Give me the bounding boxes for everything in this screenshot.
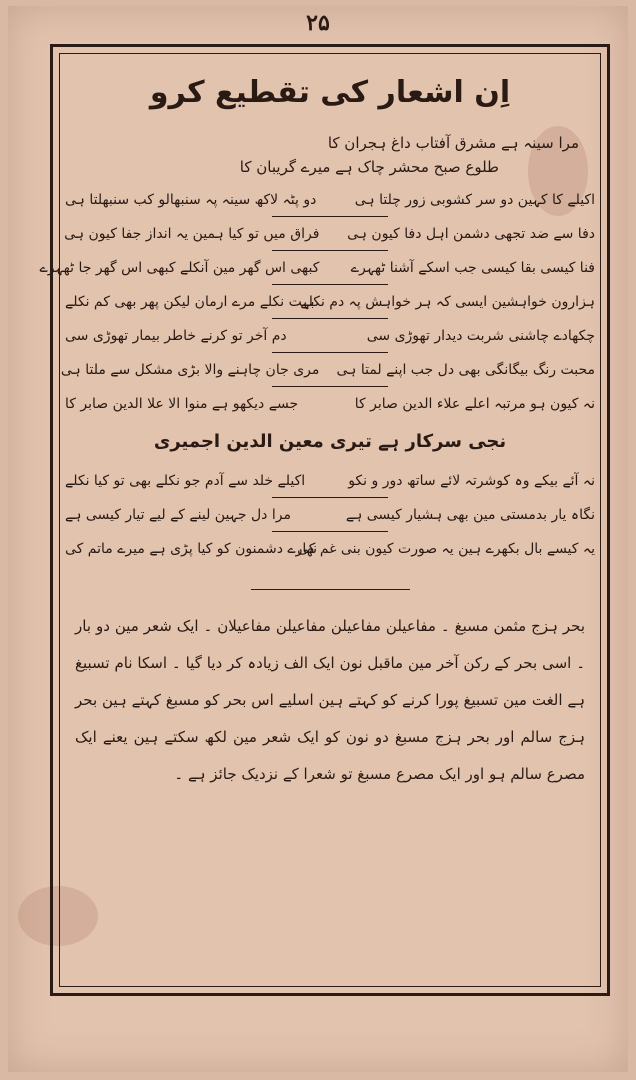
misra-second: بہت نکلے مرے ارمان لیکن پھر بھی کم نکلے: [65, 293, 315, 310]
intro-line-2: طلوع صبح محشر چاک ہے میرے گریبان کا: [239, 158, 499, 176]
page-title: اِن اشعار کی تقطیع کرو: [149, 75, 511, 110]
section-subtitle: نجی سرکار ہے تیری معین الدین اجمیری: [153, 431, 507, 452]
misra-second: جسے دیکھو ہے منوا الا علا الدین صابر کا: [65, 395, 299, 412]
misra-second: دم آخر تو کرنے خاطر بیمار تھوڑی سی: [65, 327, 287, 344]
intro-verse: [65, 131, 595, 179]
misra-second: مری جان چاہنے والا بڑی مشکل سے ملتا ہی: [60, 361, 320, 378]
section-divider: [251, 589, 410, 590]
misra-first: نہ آئے بیکے وہ کوشرتہ لائے ساتھ دور و نکو: [348, 472, 595, 489]
couplet: [65, 498, 595, 531]
couplets-group-1: [39, 183, 595, 420]
misra-first: یہ کیسے بال بکھرے ہین یہ صورت کیون بنی غم کی: [297, 540, 595, 557]
prosody-explanation: بحر ہزج مثمن مسبغ ۔ مفاعیلن مفاعیلن مفاعیلن مفاعیلان ۔ ایک شعر مین دو بار ۔ اسی بحر کے رکن آخر مین ماقبل نون ایک الف زیادہ کر دیا گیا ۔ اسکا نام تسبیغ ہے الغت مین تسبیغ پورا کرنے کو کہتے ہین اسلیے اس بحر کو مسبغ کہتے ہین بحر ہزج سالم اور بحر ہزج مسبغ دو نون کو ایک شعر مین لکھ سکتے ہین یعنے ایک مصرع سالم ہو اور ایک مصرع مسبغ تو شعرا کے نزدیک جائز ہے ۔: [75, 617, 585, 783]
couplet: [39, 251, 595, 284]
intro-line-1: مرا سینہ ہے مشرق آفتاب داغ ہجران کا: [327, 134, 579, 152]
couplet: [65, 532, 595, 565]
page-border: [39, 44, 610, 996]
misra-first: اکیلے کا کہین دو سر کشوبی زور چلتا ہی: [354, 191, 595, 208]
couplet: [65, 183, 595, 216]
misra-second: اکیلے خلد سے آدم جو نکلے بھی تو کیا نکلے: [65, 472, 306, 489]
couplet: [65, 319, 595, 352]
misra-first: نہ کیون ہو مرتبہ اعلے علاء الدین صابر کا: [354, 395, 595, 412]
couplet: [65, 285, 595, 318]
misra-first: دفا سے ضد تجھی دشمن اہل دفا کیون ہی: [347, 225, 595, 242]
couplets-group-2: [65, 464, 595, 565]
misra-second: دو پٹہ لاکھ سینہ پہ سنبھالو کب سنبھلتا ہی: [65, 191, 317, 208]
book-page: [8, 6, 628, 1072]
misra-second: نھارے دشمنون کو کیا پڑی ہے میرے ماتم کی: [65, 540, 317, 557]
misra-first: ہزارون خواہشین ایسی کہ ہر خواہش پہ دم نکلے: [300, 293, 595, 310]
couplet: [65, 464, 595, 497]
misra-first: چکھادے چاشنی شربت دیدار تھوڑی سی: [366, 327, 595, 344]
couplet: [65, 217, 595, 250]
misra-second: کبھی اس گھر مین آنکلے کبھی اس گھر جا ٹھہرے: [39, 259, 320, 276]
couplet: [65, 387, 595, 420]
misra-first: محبت رنگ بیگانگی بھی دل جب اپنے لمتا ہی: [336, 361, 595, 378]
misra-first: نگاہ یار بدمستی مین بھی ہشیار کیسی ہے: [345, 506, 595, 523]
page-content: [39, 59, 595, 981]
misra-second: مرا دل جہین لینے کے لیے تیار کیسی ہے: [65, 506, 291, 523]
misra-second: فراق میں تو کیا ہمین یہ انداز جفا کیون ہی: [64, 225, 320, 242]
page-number: ۲۵: [306, 10, 330, 36]
misra-first: فنا کیسی بقا کیسی جب اسکے آشنا ٹھہرے: [350, 259, 595, 276]
couplet: [60, 353, 595, 386]
